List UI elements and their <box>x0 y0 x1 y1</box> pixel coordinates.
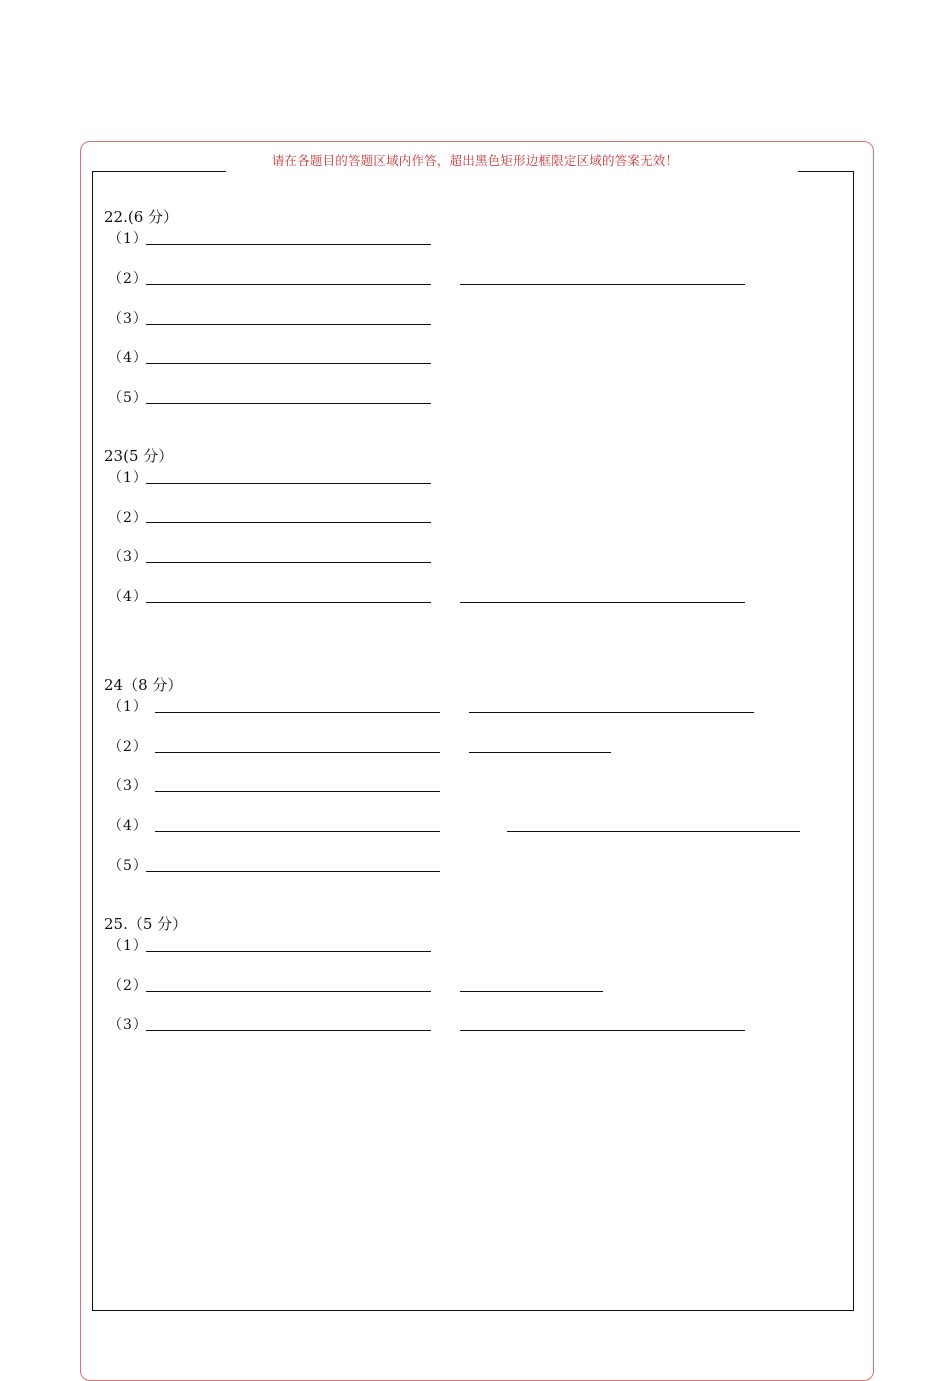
q24-part-3-answer-line[interactable] <box>155 791 440 792</box>
q25-part-1-answer-line[interactable] <box>146 951 431 952</box>
q24-part-3-label: （3） <box>108 778 148 794</box>
q24-part-5-label: （5） <box>108 858 148 874</box>
q22-part-1-label: （1） <box>108 231 148 247</box>
q24-part-1-label: （1） <box>108 699 148 715</box>
q23-part-3-label: （3） <box>108 549 148 565</box>
q25-part-2-answer-line-2[interactable] <box>460 991 603 992</box>
q24-part-4-answer-line[interactable] <box>155 831 440 832</box>
q22-part-5-answer-line[interactable] <box>146 403 431 404</box>
q24-part-5-answer-line[interactable] <box>146 871 440 872</box>
q23-part-1-label: （1） <box>108 470 148 486</box>
q25-part-3-answer-line[interactable] <box>146 1030 431 1031</box>
question-23-title: 23(5 分） <box>104 447 174 465</box>
q24-part-1-answer-line[interactable] <box>155 712 440 713</box>
q24-part-2-answer-line[interactable] <box>155 752 440 753</box>
answer-box <box>92 171 854 1311</box>
q22-part-2-answer-line-2[interactable] <box>460 284 745 285</box>
q24-part-2-answer-line-2[interactable] <box>469 752 611 753</box>
q22-part-3-answer-line[interactable] <box>146 324 431 325</box>
q23-part-2-label: （2） <box>108 510 148 526</box>
notice-text: 请在各题目的答题区域内作答，超出黑色矩形边框限定区域的答案无效！ <box>271 153 679 168</box>
q22-part-4-label: （4） <box>108 350 148 366</box>
q22-part-4-answer-line[interactable] <box>146 363 431 364</box>
question-22-title: 22.(6 分） <box>104 208 179 226</box>
q23-part-1-answer-line[interactable] <box>146 483 431 484</box>
q23-part-4-answer-line[interactable] <box>146 602 431 603</box>
q24-part-4-answer-line-2[interactable] <box>507 831 800 832</box>
q24-part-4-label: （4） <box>108 818 148 834</box>
question-24-title: 24（8 分） <box>104 676 183 694</box>
q25-part-1-label: （1） <box>108 938 148 954</box>
q24-part-2-label: （2） <box>108 739 148 755</box>
q22-part-1-answer-line[interactable] <box>146 244 431 245</box>
q25-part-3-answer-line-2[interactable] <box>460 1030 745 1031</box>
q25-part-3-label: （3） <box>108 1017 148 1033</box>
q23-part-4-answer-line-2[interactable] <box>460 602 745 603</box>
q23-part-3-answer-line[interactable] <box>146 562 431 563</box>
q22-part-5-label: （5） <box>108 390 148 406</box>
q22-part-2-answer-line[interactable] <box>146 284 431 285</box>
q22-part-2-label: （2） <box>108 271 148 287</box>
q23-part-2-answer-line[interactable] <box>146 522 431 523</box>
question-25-title: 25.（5 分） <box>104 915 188 933</box>
q23-part-4-label: （4） <box>108 589 148 605</box>
q22-part-3-label: （3） <box>108 311 148 327</box>
q24-part-1-answer-line-2[interactable] <box>469 712 754 713</box>
q25-part-2-label: （2） <box>108 978 148 994</box>
q25-part-2-answer-line[interactable] <box>146 991 431 992</box>
